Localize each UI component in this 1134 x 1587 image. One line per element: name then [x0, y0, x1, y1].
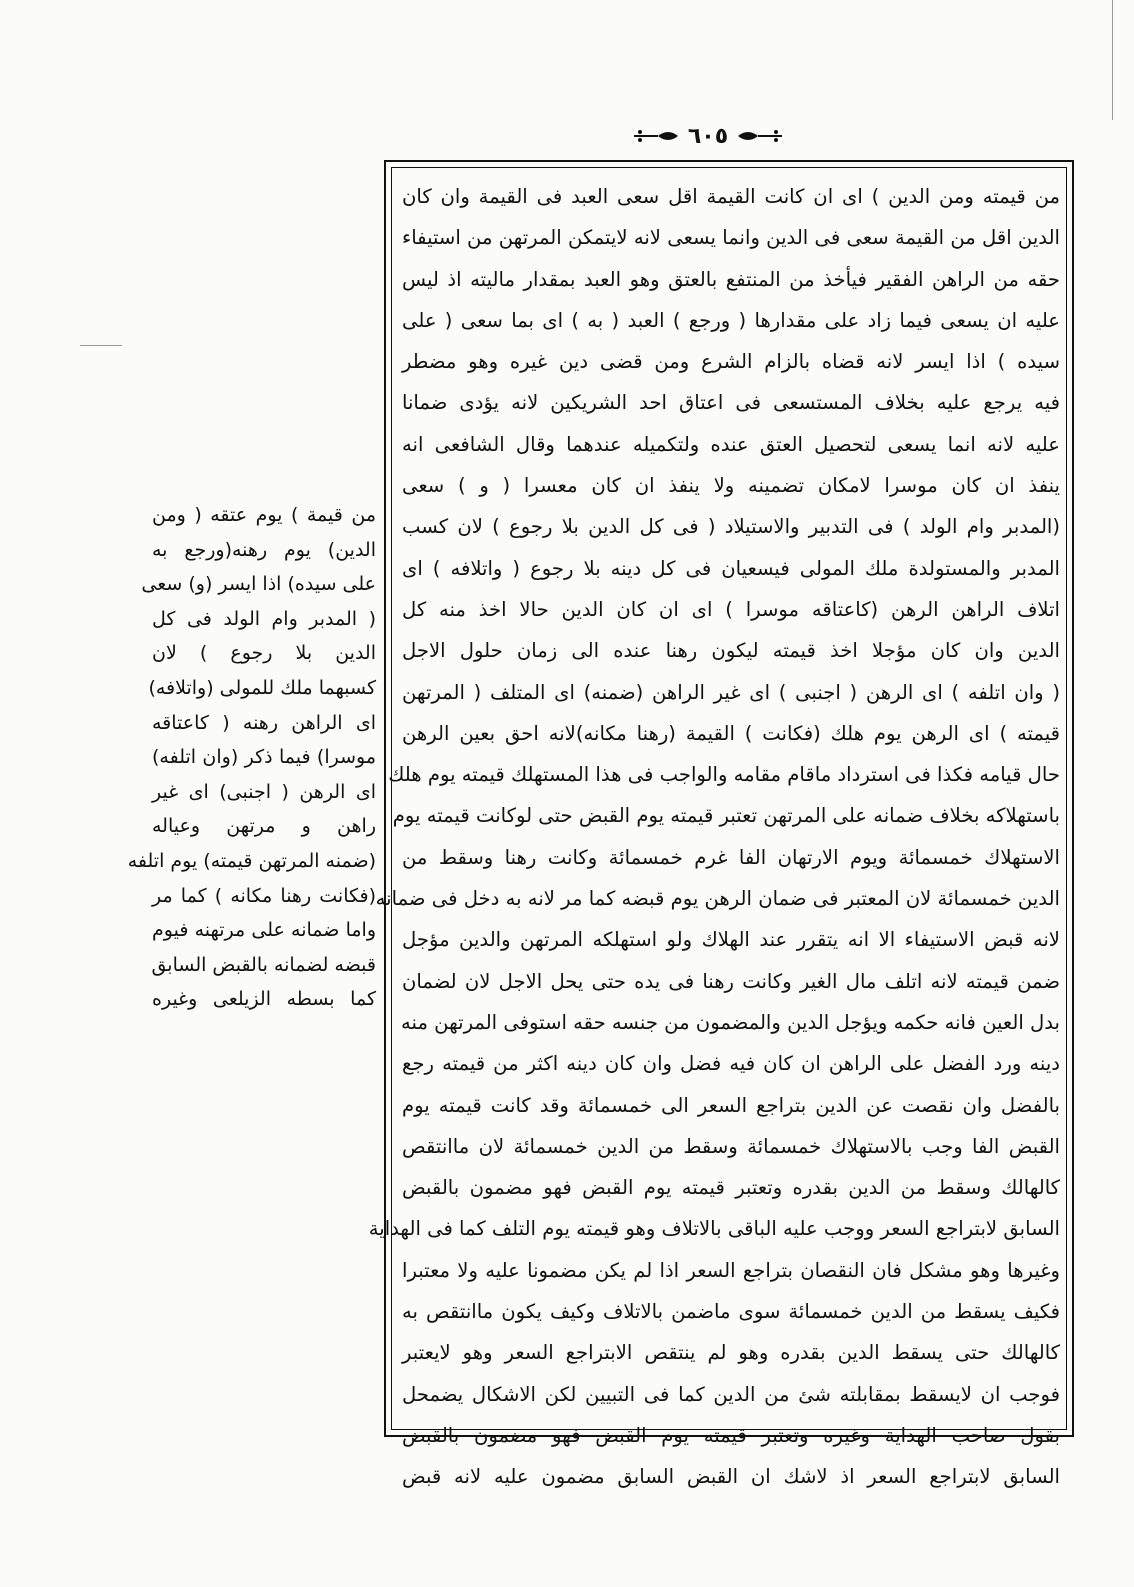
margin-note-line: (فكانت رهنا مكانه ) كما مر — [152, 884, 376, 907]
margin-note-line: كسبهما ملك للمولى (واتلافه) — [148, 676, 376, 699]
margin-note-line: ( المدبر وام الولد فى كل — [152, 607, 376, 630]
main-text-line: وغيرها وهو مشكل فان النقصان بتراجع السعر اذا لم يكن مضمونا عليه ولا معتبرا — [402, 1258, 1060, 1282]
main-text-line: السابق لابتراجع السعر ووجب عليه الباقى بالاتلاف وهو قيمته يوم التلف كما فى الهداية — [368, 1217, 1060, 1241]
main-text-line: السابق لابتراجع السعر اذ لاشك ان القبض السابق مضمون عليه لانه قبض — [402, 1465, 1060, 1489]
margin-note-line: اى الراهن رهنه ( كاعتاقه — [152, 711, 376, 734]
main-text-line: الدين اقل من القيمة سعى فى الدين وانما يسعى لانه لايتمكن المرتهن من استيفاء — [402, 226, 1060, 250]
main-text-line: سيده ) اذا ايسر لانه قضاه بالزام الشرع ومن قضى دين غيره وهو مضطر — [402, 350, 1060, 374]
main-text-line: بالفضل وان نقصت عن الدين بتراجع السعر الى خمسمائة وقد كانت قيمته يوم — [402, 1093, 1060, 1117]
margin-commentary — [127, 498, 376, 1017]
main-text-line: اتلاف الراهن الرهن (كاعتاقه موسرا ) اى ان كان الدين حالا اخذ منه كل — [402, 597, 1060, 621]
main-text-line: بقول صاحب الهداية وغيره وتعتبر قيمته يوم القبض فهو مضمون بالقبض — [402, 1423, 1060, 1447]
main-text-line: فكيف يسقط من الدين خمسمائة سوى ماضمن بالاتلاف وكيف يكون ماانتقص به — [402, 1300, 1060, 1324]
margin-note-line: اى الرهن ( اجنبى) اى غير — [152, 780, 376, 803]
main-text-line: (المدبر وام الولد ) فى التدبير والاستيلاد ( فى كل الدين بلا رجوع ) لان كسب — [402, 515, 1060, 539]
margin-note-line: الدين) يوم رهنه(ورجع به — [152, 538, 376, 561]
margin-note-line: الدين بلا رجوع ) لان — [152, 642, 376, 665]
main-text-line: بدل العين فانه حكمه ويؤجل الدين والمضمون من جنسه حقه استوفى المرتهن منه — [401, 1010, 1060, 1034]
main-text-line: ضمن قيمته لانه اتلف مال الغير وكانت رهنا فى يده حتى يحل الاجل لان لضمان — [402, 969, 1060, 993]
margin-note-line: موسرا) فيما ذكر (وان اتلفه) — [152, 746, 376, 769]
main-text-line: لانه قبض الاستيفاء الا انه يتقرر عند الهلاك ولو استهلكه المرتهن والدين مؤجل — [402, 928, 1060, 952]
margin-note-line: راهن و مرتهن وعياله — [152, 815, 376, 838]
main-text-line: فيه يرجع عليه بخلاف المستسعى فى اعتاق احد الشريكين لانه يؤدى ضمانا — [402, 391, 1060, 415]
margin-note-line: على سيده) اذا ايسر (و) سعى — [141, 573, 376, 596]
scan-artifact — [80, 345, 122, 346]
main-text-line: ينفذ ان كان موسرا لامكان تضمينه ولا ينفذ ان كان معسرا ( و ) سعى — [402, 474, 1060, 498]
main-text-frame — [368, 160, 1074, 1489]
ornament-flourish-icon — [736, 126, 784, 146]
main-text-line: الدين وان كان مؤجلا اخذ قيمته ليكون رهنا عنده الى زمان حلول الاجل — [402, 639, 1060, 663]
margin-note-line: (ضمنه المرتهن قيمته) يوم اتلفه — [127, 849, 376, 872]
ornament-flourish-icon — [632, 126, 680, 146]
main-text-line: باستهلاكه بخلاف ضمانه على المرتهن تعتبر قيمته يوم القبض حتى لوكانت قيمته يوم — [392, 804, 1060, 828]
page-number-header — [628, 122, 788, 150]
main-text-line: الدين خمسمائة لان المعتبر فى ضمان الرهن يوم قبضه كما مر لانه به دخل فى ضمانه — [375, 887, 1060, 911]
page-number: ٦٠٥ — [687, 123, 729, 149]
margin-note-line: قبضه لضمانه بالقبض السابق — [151, 953, 376, 976]
main-text-line: قيمته ) اى الرهن يوم هلك (فكانت ) القيمة (رهنا مكانه)لانه احق بعين الرهن — [402, 721, 1060, 745]
margin-note-line: واما ضمانه على مرتهنه فيوم — [152, 919, 376, 942]
main-text-line: القبض الفا وجب بالاستهلاك خمسمائة وسقط من الدين خمسمائة لان ماانتقص — [402, 1134, 1060, 1158]
main-text-line: من قيمته ومن الدين ) اى ان كانت القيمة اقل سعى العبد فى القيمة وان كان — [402, 185, 1060, 208]
main-text-line: ( وان اتلفه ) اى الرهن ( اجنبى ) اى غير الراهن (ضمنه) اى المتلف ( المرتهن — [402, 680, 1060, 704]
main-text-line: عليه ان يسعى فيما زاد على مقدارها ( ورجع ) العبد ( به ) اى بما سعى ( على — [402, 308, 1060, 332]
main-text-line: دينه ورد الفضل على الراهن ان كان فيه فضل وان كان دينه اكثر من قيمته رجع — [402, 1052, 1060, 1076]
margin-note-line: كما بسطه الزيلعى وغيره — [152, 988, 376, 1011]
scan-artifact — [1112, 0, 1113, 120]
main-text-line: كالهالك وسقط من الدين بقدره وتعتبر قيمته يوم القبض فهو مضمون بالقبض — [402, 1176, 1060, 1200]
main-text-line: حقه من الراهن الفقير فيأخذ من المنتفع بالعتق وهو العبد بمقدار ماليته اذ ليس — [402, 267, 1060, 291]
main-text-line: حال قيامه فكذا فى استرداد ماقام مقامه والواجب فى هذا المستهلك قيمته يوم هلك — [388, 763, 1060, 787]
main-text-line: المدبر والمستولدة ملك المولى فيسعيان فى كل دينه بلا رجوع ( واتلافه ) اى — [402, 556, 1060, 580]
main-text-line: كالهالك حتى يسقط الدين بقدره وهو لم ينتقص الابتراجع السعر وهو لايعتبر — [402, 1341, 1060, 1365]
main-text-body — [368, 176, 1060, 1489]
main-text-line: عليه لانه انما يسعى لتحصيل العتق عنده ولتكميله عندهما وقال الشافعى انه — [402, 432, 1060, 456]
main-text-line: فوجب ان لايسقط بمقابلته شئ من الدين كما فى التبيين لكن الاشكال يضمحل — [402, 1382, 1060, 1406]
main-text-line: الاستهلاك خمسمائة ويوم الارتهان الفا غرم خمسمائة وكانت رهنا وسقط من — [402, 845, 1060, 869]
margin-note-line: من قيمة ) يوم عتقه ( ومن — [152, 504, 376, 526]
